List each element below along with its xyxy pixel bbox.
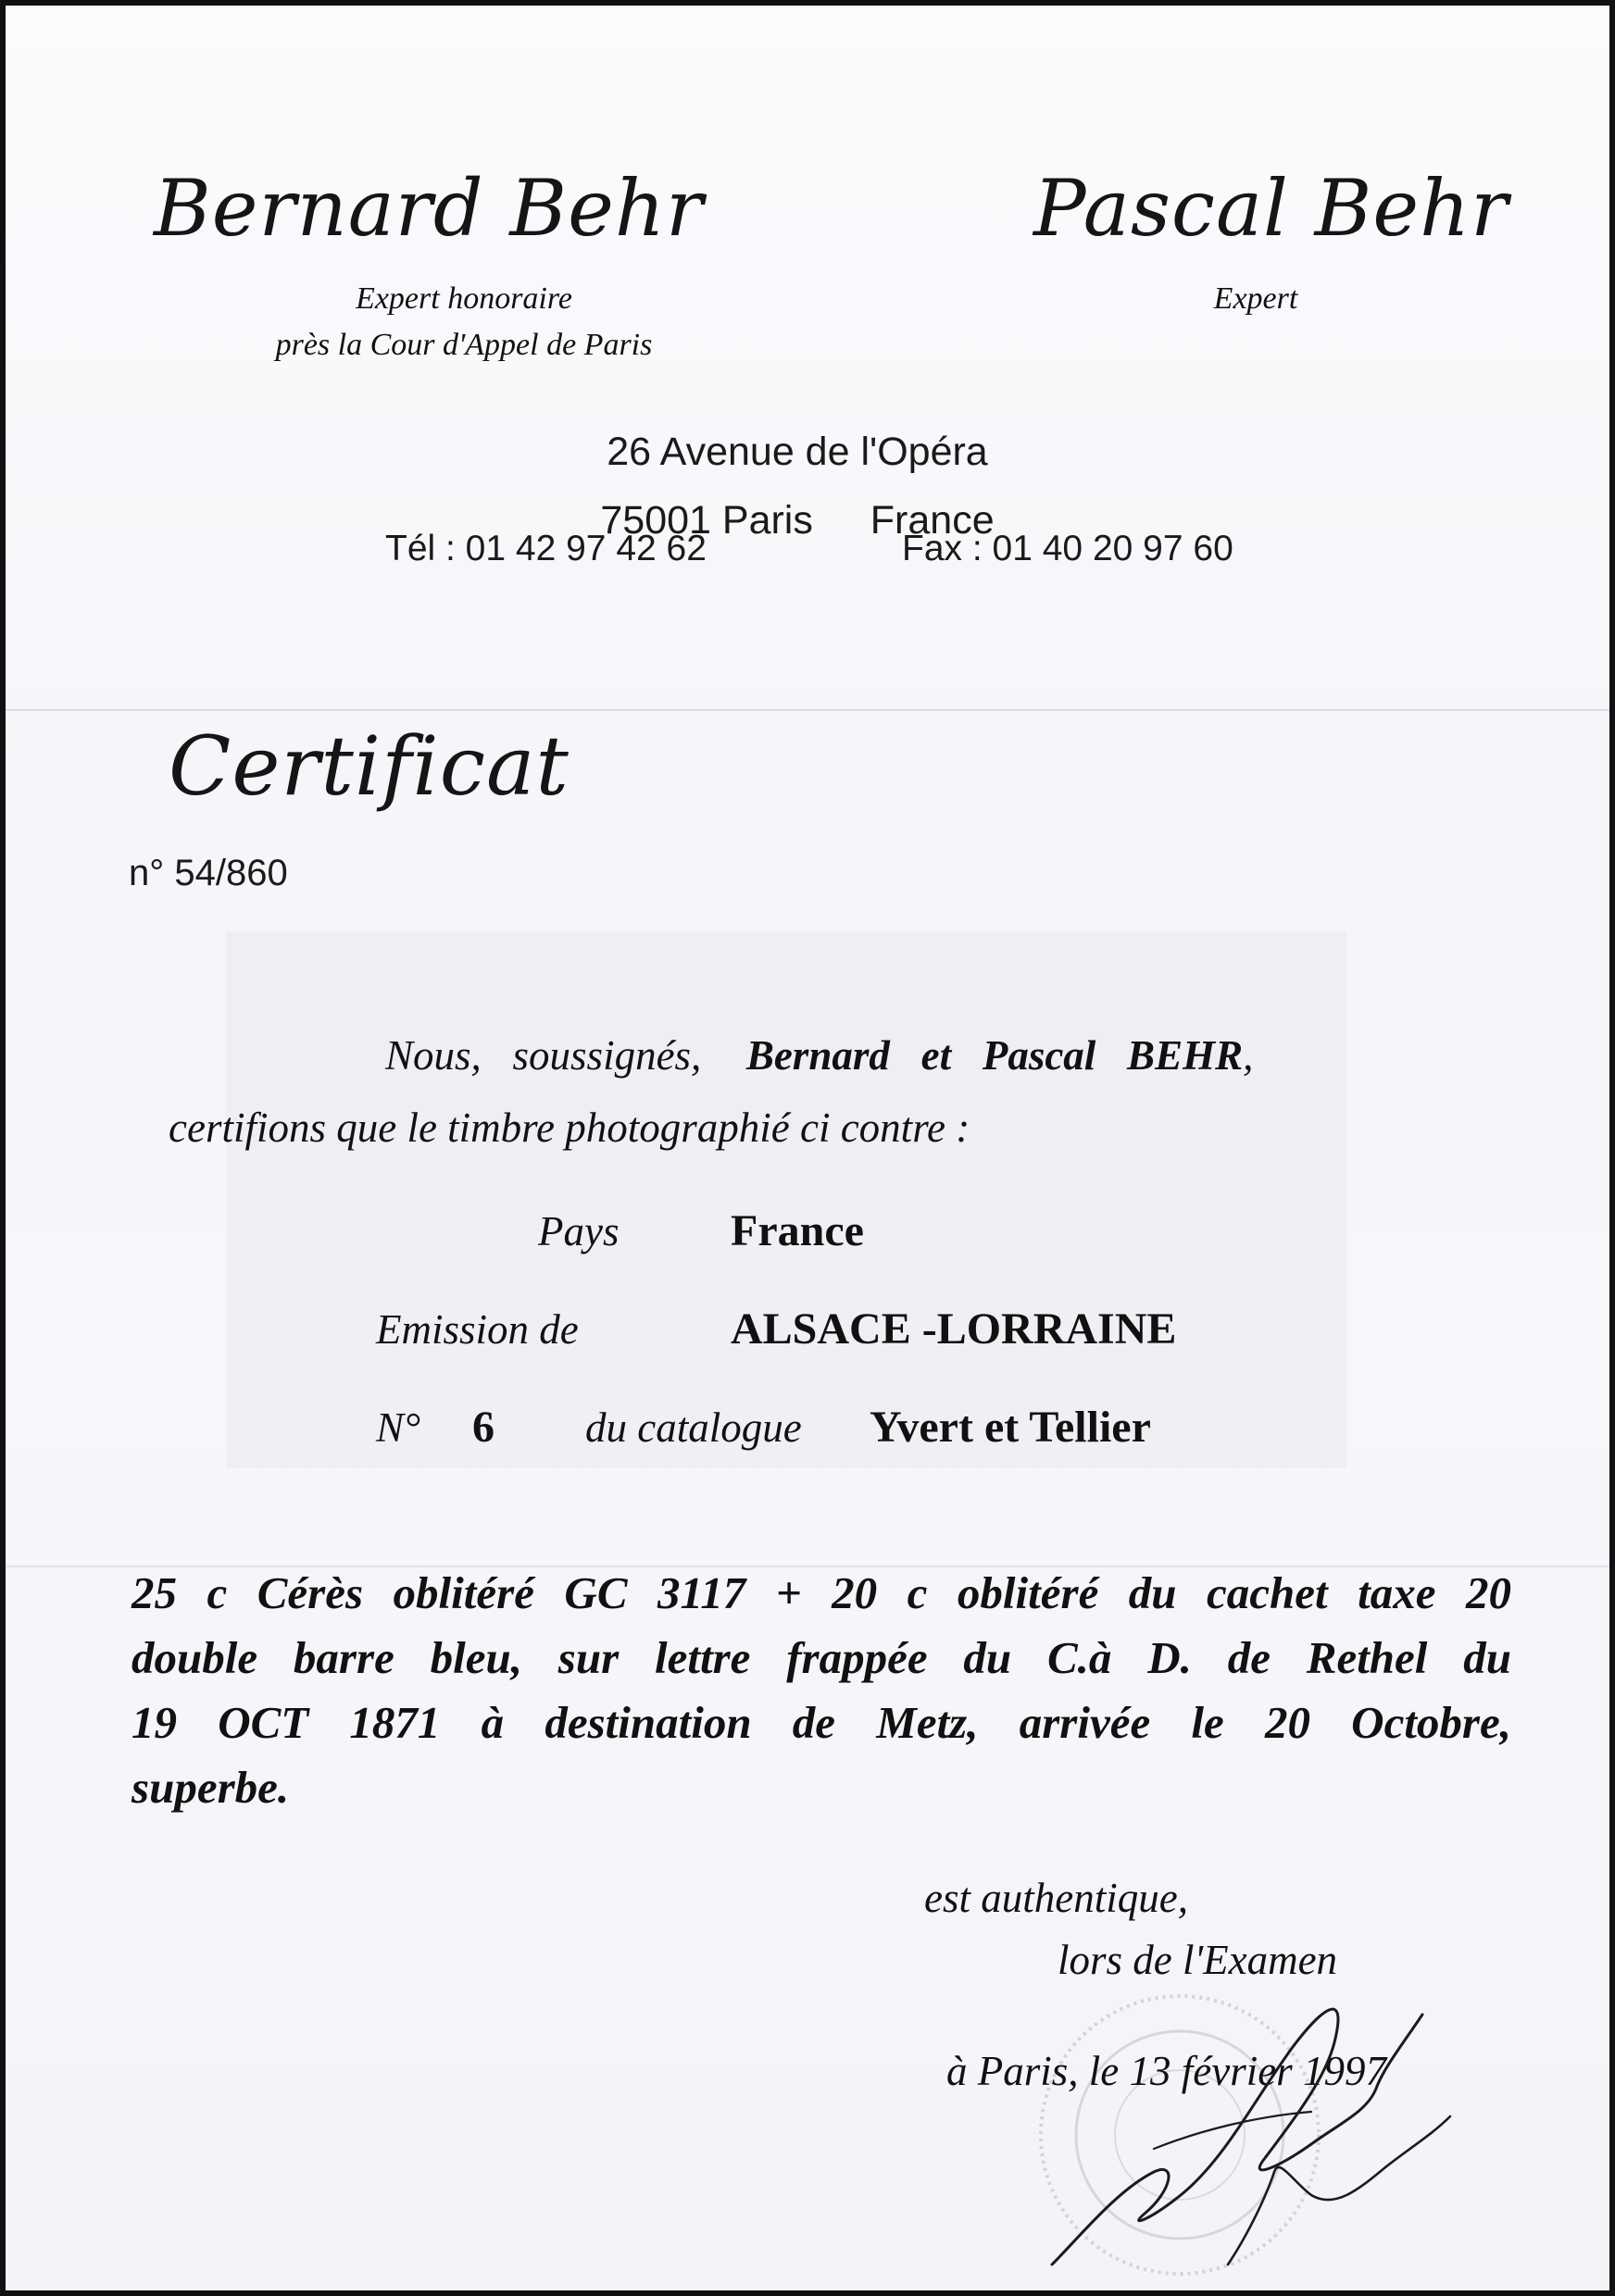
catalogue-value: Yvert et Tellier [870, 1403, 1151, 1452]
intro-line-2: certifions que le timbre photographié ci contre : [169, 1104, 970, 1151]
intro-names: Bernard et Pascal BEHR [745, 1032, 1244, 1079]
pays-value: France [731, 1206, 864, 1255]
description-line: 25 c Cérès oblitéré GC 3117 + 20 c oblitéré du cachet taxe 20 [131, 1567, 1511, 1618]
emission-label: Emission de [376, 1306, 579, 1353]
intro-line-1 [385, 1031, 1253, 1079]
title-line: près la Cour d'Appel de Paris [275, 328, 653, 362]
number-value: 6 [472, 1403, 495, 1452]
certificate-number: n° 54/860 [129, 853, 288, 893]
pays-label: Pays [538, 1208, 620, 1254]
place-and-date: à Paris, le 13 février 1997 [946, 2048, 1386, 2094]
description-line: superbe. [131, 1762, 290, 1813]
expert-title-right: Expert [1213, 281, 1298, 316]
emission-value: ALSACE -LORRAINE [731, 1304, 1177, 1354]
expert-name-right: Pascal Behr [1033, 163, 1509, 254]
certificate-title: Certificat [169, 718, 570, 814]
expert-name-left: Bernard Behr [154, 163, 705, 254]
title-line: Expert honoraire [356, 281, 572, 316]
description-line: 19 OCT 1871 à destination de Metz, arrivée le 20 Octobre, [131, 1697, 1511, 1748]
paper-fold-line [6, 709, 1609, 711]
closing-line-2: lors de l'Examen [1058, 1937, 1338, 1983]
closing-line-1: est authentique, [924, 1875, 1188, 1921]
fax: Fax : 01 40 20 97 60 [902, 529, 1233, 568]
address-country: France [870, 498, 995, 543]
expert-title-left [182, 276, 746, 368]
address-city: 75001 Paris [600, 498, 813, 543]
catalogue-label: du catalogue [585, 1404, 802, 1451]
signature [1015, 1959, 1496, 2292]
intro-prefix: Nous, soussignés, [385, 1032, 702, 1079]
intro-suffix: , [1243, 1032, 1254, 1079]
description-line: double barre bleu, sur lettre frappée du C.à D. de Rethel du [131, 1632, 1511, 1683]
stamp-description [131, 1561, 1511, 1820]
stamp-show-through [226, 931, 1346, 1468]
telephone: Tél : 01 42 97 42 62 [385, 529, 707, 568]
number-label: N° [376, 1404, 421, 1451]
address-street: 26 Avenue de l'Opéra [607, 430, 988, 474]
